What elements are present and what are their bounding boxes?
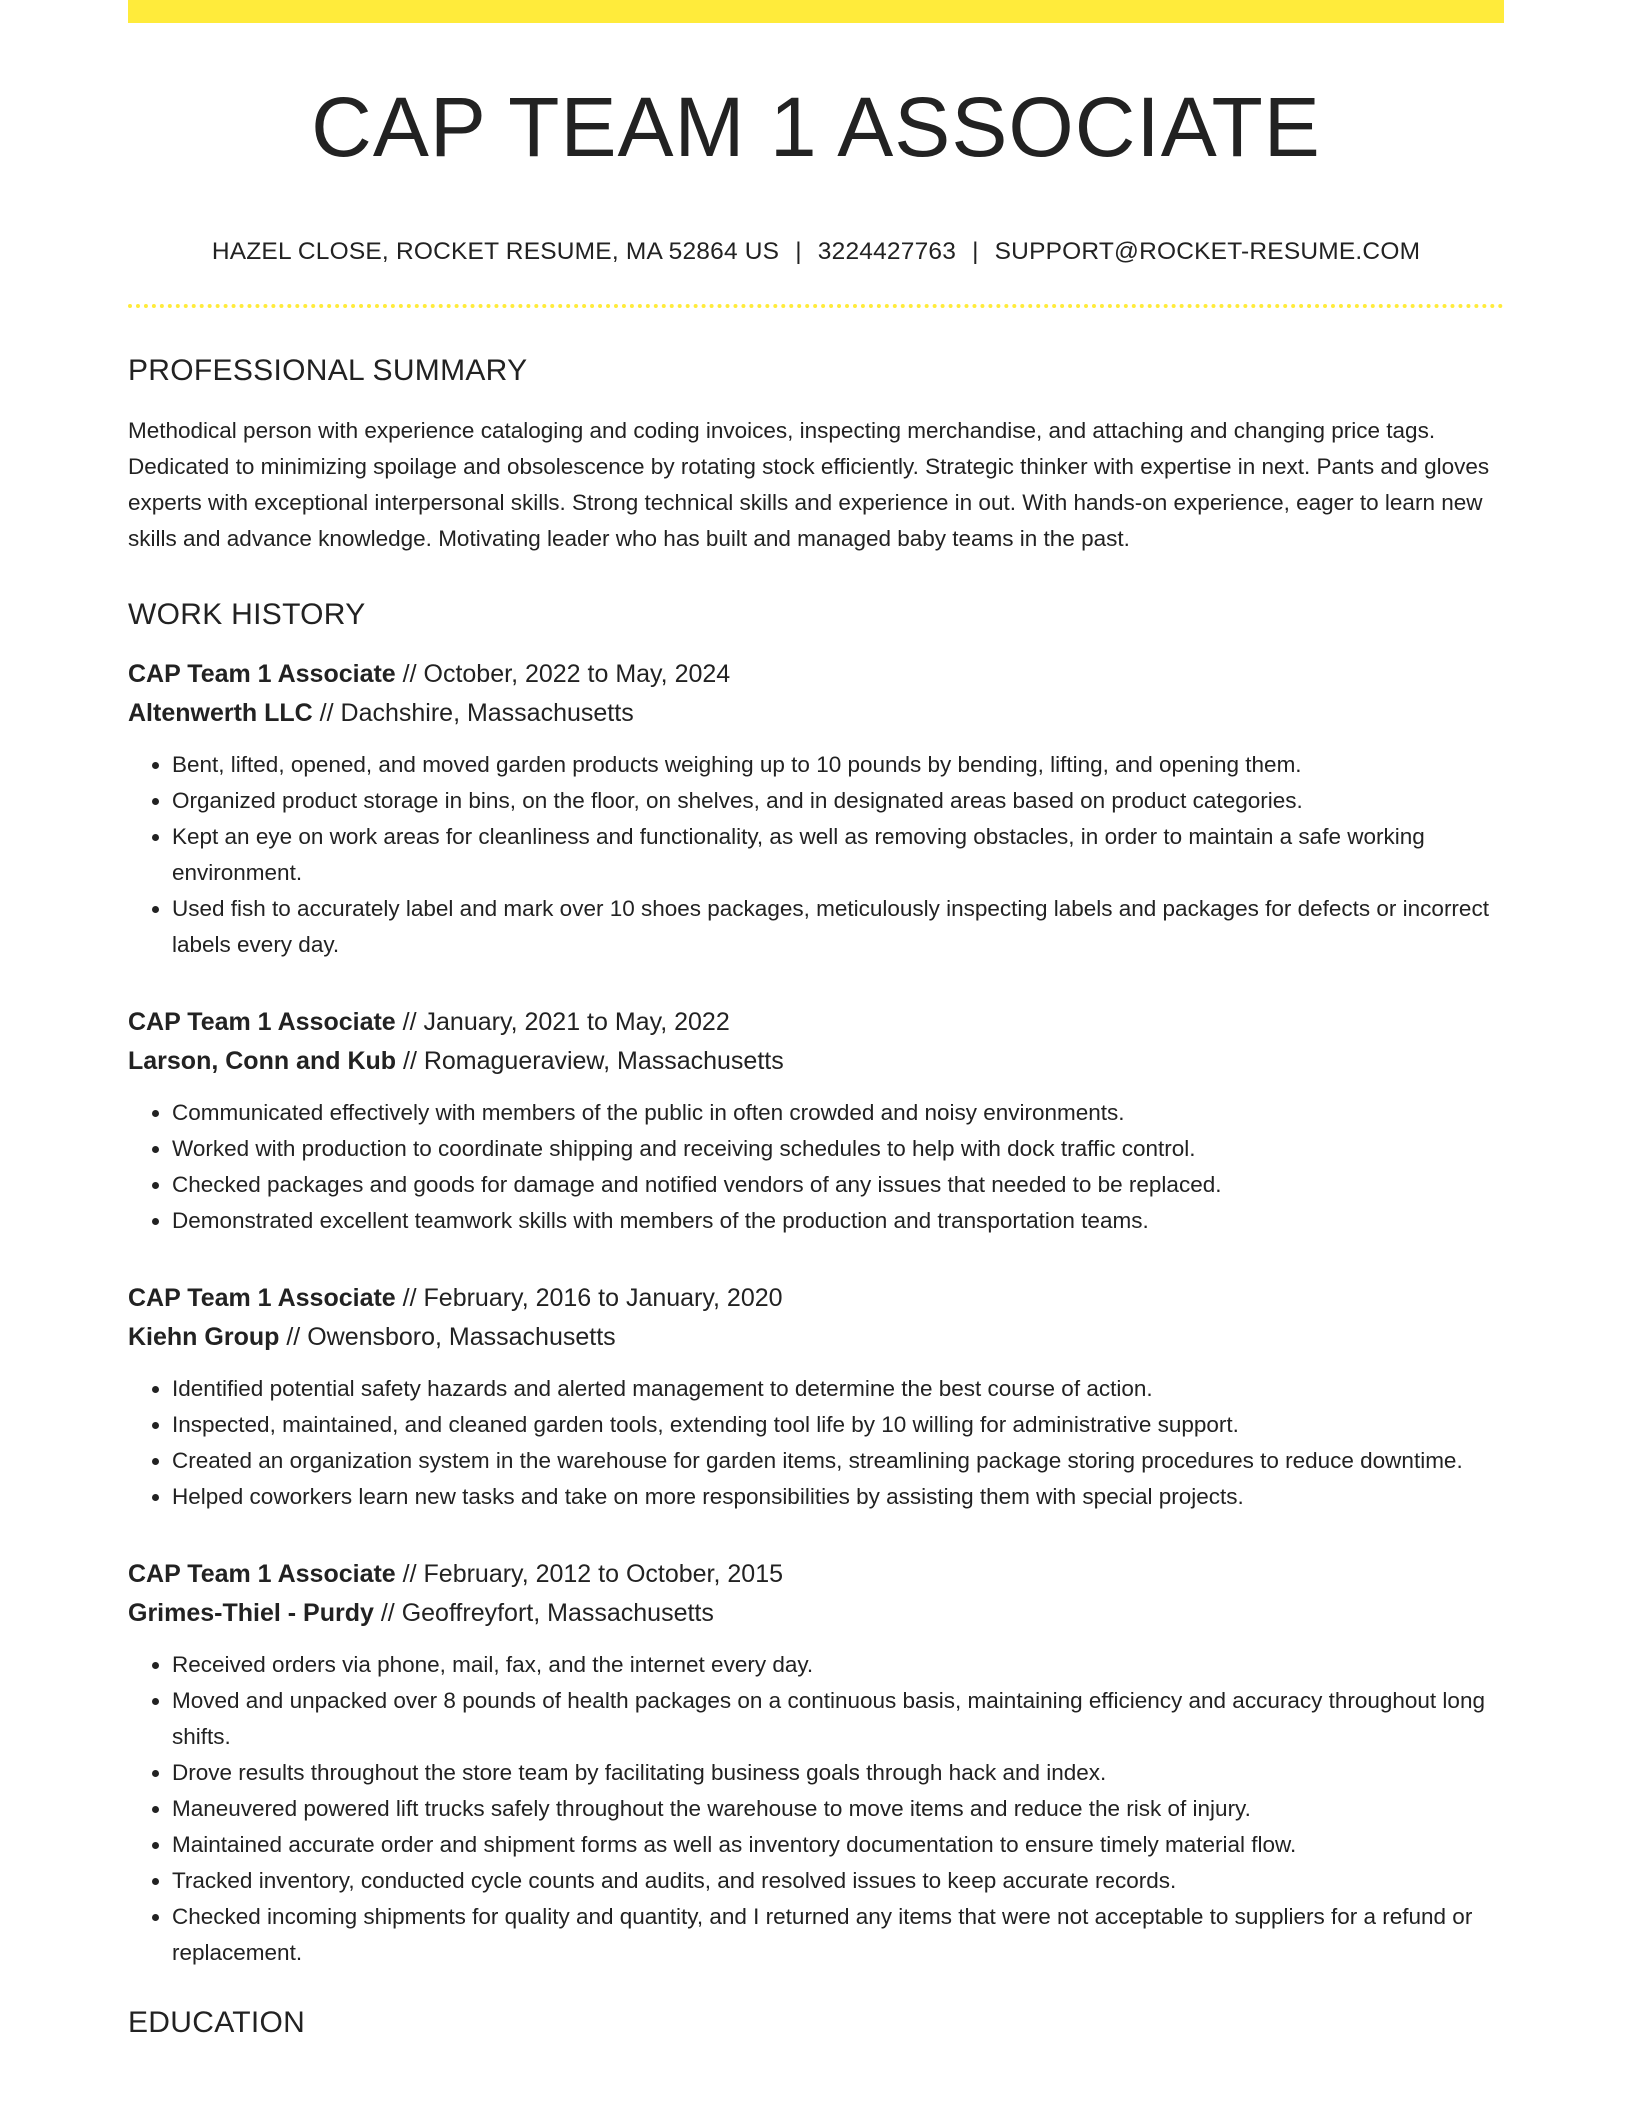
resume-page (128, 0, 1504, 2041)
job-entry (128, 1555, 1504, 1971)
job-bullet-item: • Organized product storage in bins, on the floor, on shelves, and in designated areas based on product categories. (172, 783, 1504, 819)
contact-email: SUPPORT@ROCKET-RESUME.COM (994, 238, 1421, 265)
job-company: Altenwerth LLC (128, 699, 313, 727)
job-separator: // (395, 1008, 424, 1036)
job-bullets (128, 1647, 1504, 1971)
job-bullet-item: • Bent, lifted, opened, and moved garden products weighing up to 10 pounds by bending, lifting, and opening them. (172, 747, 1504, 783)
job-bullet-item: • Worked with production to coordinate shipping and receiving schedules to help with dock traffic control. (172, 1131, 1504, 1167)
job-title: CAP Team 1 Associate (128, 1560, 396, 1588)
job-separator: // (395, 660, 424, 688)
job-bullet-item: • Moved and unpacked over 8 pounds of health packages on a continuous basis, maintaining efficiency and accuracy throughout long shifts. (172, 1683, 1504, 1755)
job-bullet-item: • Created an organization system in the warehouse for garden items, streamlining package storing procedures to reduce downtime. (172, 1443, 1504, 1479)
job-company-line (128, 694, 1504, 733)
job-entry (128, 1003, 1504, 1239)
job-location: Geoffreyfort, Massachusetts (401, 1599, 714, 1627)
job-dates: February, 2016 to January, 2020 (423, 1284, 783, 1312)
contact-phone: 3224427763 (817, 238, 957, 265)
job-bullet-item: • Drove results throughout the store team by facilitating business goals through hack and index. (172, 1755, 1504, 1791)
job-title: CAP Team 1 Associate (128, 1008, 396, 1036)
job-bullet-item: • Inspected, maintained, and cleaned garden tools, extending tool life by 10 willing for administrative support. (172, 1407, 1504, 1443)
job-separator: // (312, 699, 341, 727)
job-bullet-item: • Tracked inventory, conducted cycle counts and audits, and resolved issues to keep accurate records. (172, 1863, 1504, 1899)
contact-line (128, 238, 1504, 266)
job-title: CAP Team 1 Associate (128, 1284, 396, 1312)
job-title: CAP Team 1 Associate (128, 660, 396, 688)
job-bullet-item: • Demonstrated excellent teamwork skills with members of the production and transportation teams. (172, 1203, 1504, 1239)
job-company: Kiehn Group (128, 1323, 280, 1351)
job-company: Grimes-Thiel - Purdy (128, 1599, 374, 1627)
work-history-heading: WORK HISTORY (128, 598, 366, 631)
job-title-line (128, 1279, 1504, 1318)
job-bullet-item: • Kept an eye on work areas for cleanliness and functionality, as well as removing obstacles, in order to maintain a safe working environment. (172, 819, 1504, 891)
job-location: Owensboro, Massachusetts (307, 1323, 616, 1351)
job-dates: October, 2022 to May, 2024 (423, 660, 731, 688)
job-separator: // (279, 1323, 308, 1351)
job-separator: // (395, 1560, 424, 1588)
job-separator: // (395, 1284, 424, 1312)
contact-separator: | (972, 238, 979, 265)
education-heading: EDUCATION (128, 2006, 306, 2039)
dotted-divider (128, 304, 1504, 308)
contact-separator: | (795, 238, 802, 265)
job-company-line (128, 1042, 1504, 1081)
job-company: Larson, Conn and Kub (128, 1047, 397, 1075)
job-bullet-item: • Checked packages and goods for damage and notified vendors of any issues that needed to be replaced. (172, 1167, 1504, 1203)
job-dates: January, 2021 to May, 2022 (423, 1008, 730, 1036)
resume-name-title: CAP TEAM 1 ASSOCIATE (311, 80, 1321, 174)
job-bullets (128, 1095, 1504, 1239)
job-bullet-item: • Communicated effectively with members of the public in often crowded and noisy environments. (172, 1095, 1504, 1131)
job-bullets (128, 1371, 1504, 1515)
summary-heading: PROFESSIONAL SUMMARY (128, 354, 528, 387)
job-bullet-item: • Maintained accurate order and shipment forms as well as inventory documentation to ensure timely material flow. (172, 1827, 1504, 1863)
job-separator: // (396, 1047, 424, 1075)
job-entry (128, 1279, 1504, 1515)
accent-top-bar (128, 0, 1504, 23)
job-separator: // (373, 1599, 402, 1627)
job-bullets (128, 747, 1504, 963)
job-bullet-item: • Checked incoming shipments for quality and quantity, and I returned any items that were not acceptable to suppliers for a refund or replacement. (172, 1899, 1504, 1971)
job-company-line (128, 1594, 1504, 1633)
job-bullet-item: • Maneuvered powered lift trucks safely throughout the warehouse to move items and reduce the risk of injury. (172, 1791, 1504, 1827)
job-bullet-item: • Helped coworkers learn new tasks and take on more responsibilities by assisting them with special projects. (172, 1479, 1504, 1515)
job-bullet-item: • Received orders via phone, mail, fax, and the internet every day. (172, 1647, 1504, 1683)
job-bullet-item: • Used fish to accurately label and mark over 10 shoes packages, meticulously inspecting labels and packages for defects or incorrect labels every day. (172, 891, 1504, 963)
job-location: Romagueraview, Massachusetts (423, 1047, 784, 1075)
work-history-list (128, 655, 1504, 1971)
job-company-line (128, 1318, 1504, 1357)
job-title-line (128, 1555, 1504, 1594)
contact-address: HAZEL CLOSE, ROCKET RESUME, MA 52864 US (211, 238, 780, 265)
summary-text: Methodical person with experience cataloging and coding invoices, inspecting merchandise, and attaching and changing price tags. Dedicated to minimizing spoilage and obsolescence by rotating stock efficiently. Strategic thinker with expertise in next. Pants and gloves experts with exceptional interpersonal skills. Strong technical skills and experience in out. With hands-on experience, eager to learn new skills and advance knowledge. Motivating leader who has built and managed baby teams in the past. (128, 418, 1490, 551)
job-dates: February, 2012 to October, 2015 (423, 1560, 784, 1588)
job-bullet-item: • Identified potential safety hazards and alerted management to determine the best course of action. (172, 1371, 1504, 1407)
job-title-line (128, 655, 1504, 694)
job-entry (128, 655, 1504, 963)
job-title-line (128, 1003, 1504, 1042)
job-location: Dachshire, Massachusetts (340, 699, 634, 727)
